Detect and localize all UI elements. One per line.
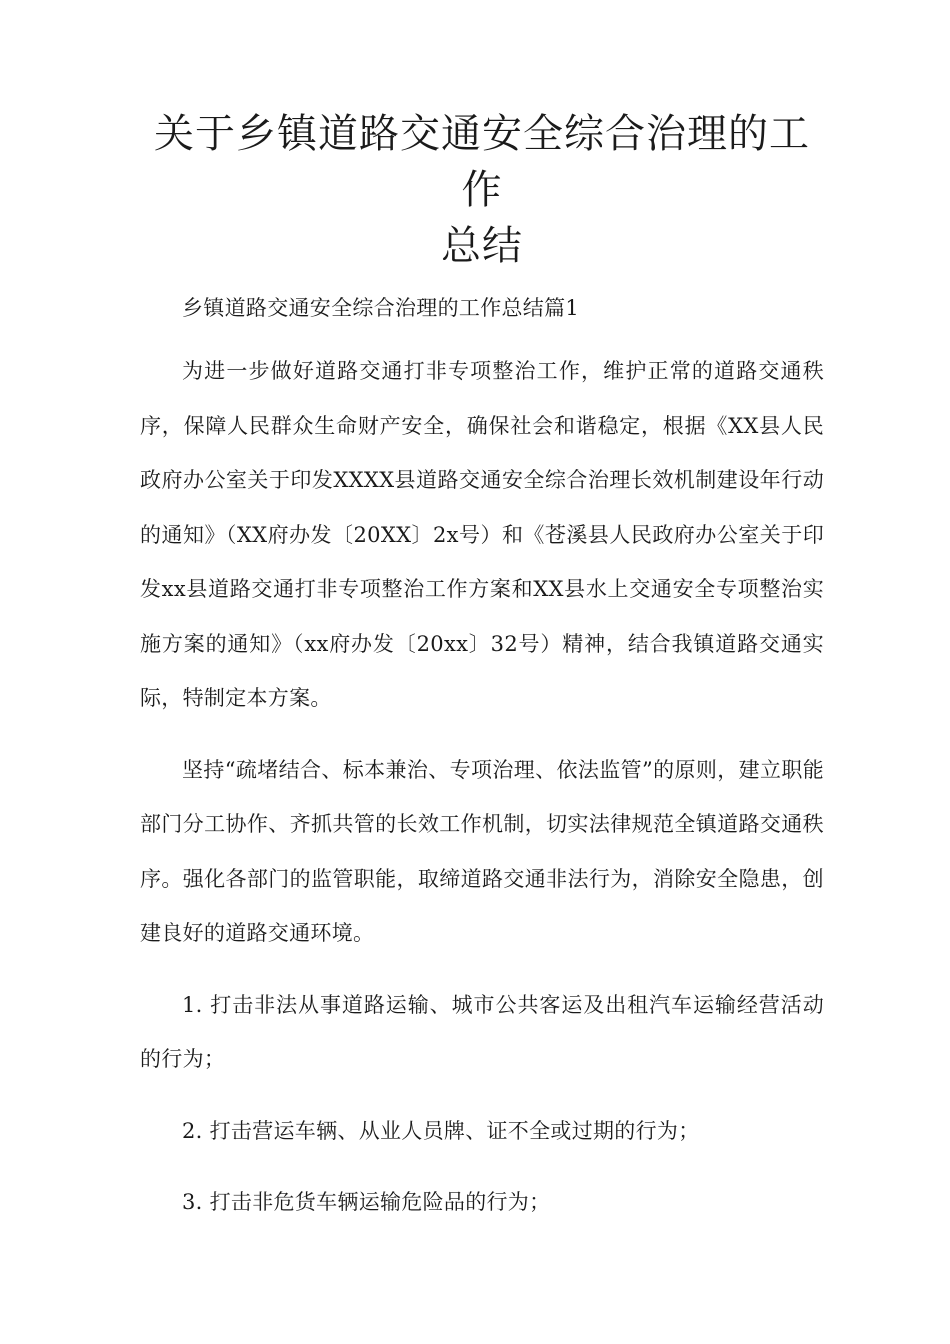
title-line-1: 关于乡镇道路交通安全综合治理的工作 [154, 111, 810, 213]
paragraph-purpose: 为进一步做好道路交通打非专项整治工作，维护正常的道路交通秩序，保障人民群众生命财产安全，确保社会和谐稳定，根据《XX县人民政府办公室关于印发XXXX县道路交通安全综合治理长效机制建设年行动的通知》（XX府办发〔20XX〕2x号）和《苍溪县人民政府办公室关于印发xx县道路交通打非专项整治工作方案和XX县水上交通安全专项整治实施方案的通知》（xx府办发〔20xx〕32号）精神，结合我镇道路交通实际，特制定本方案。 [140, 359, 824, 710]
list-item-1: 1. 打击非法从事道路运输、城市公共客运及出租汽车运输经营活动的行为； [140, 992, 824, 1071]
paragraph-principle: 坚持“疏堵结合、标本兼治、专项治理、依法监管”的原则，建立职能部门分工协作、齐抓共管的长效工作机制，切实法律规范全镇道路交通秩序。强化各部门的监管职能，取缔道路交通非法行为，消除安全隐患，创建良好的道路交通环境。 [140, 757, 824, 945]
list-item-3: 3. 打击非危货车辆运输危险品的行为； [182, 1190, 551, 1214]
title-line-2: 总结 [441, 223, 523, 269]
document-body [140, 289, 824, 1230]
list-item-2: 2. 打击营运车辆、从业人员牌、证不全或过期的行为； [182, 1118, 700, 1143]
document-title [140, 106, 824, 274]
section-heading: 乡镇道路交通安全综合治理的工作总结篇1 [182, 296, 580, 320]
